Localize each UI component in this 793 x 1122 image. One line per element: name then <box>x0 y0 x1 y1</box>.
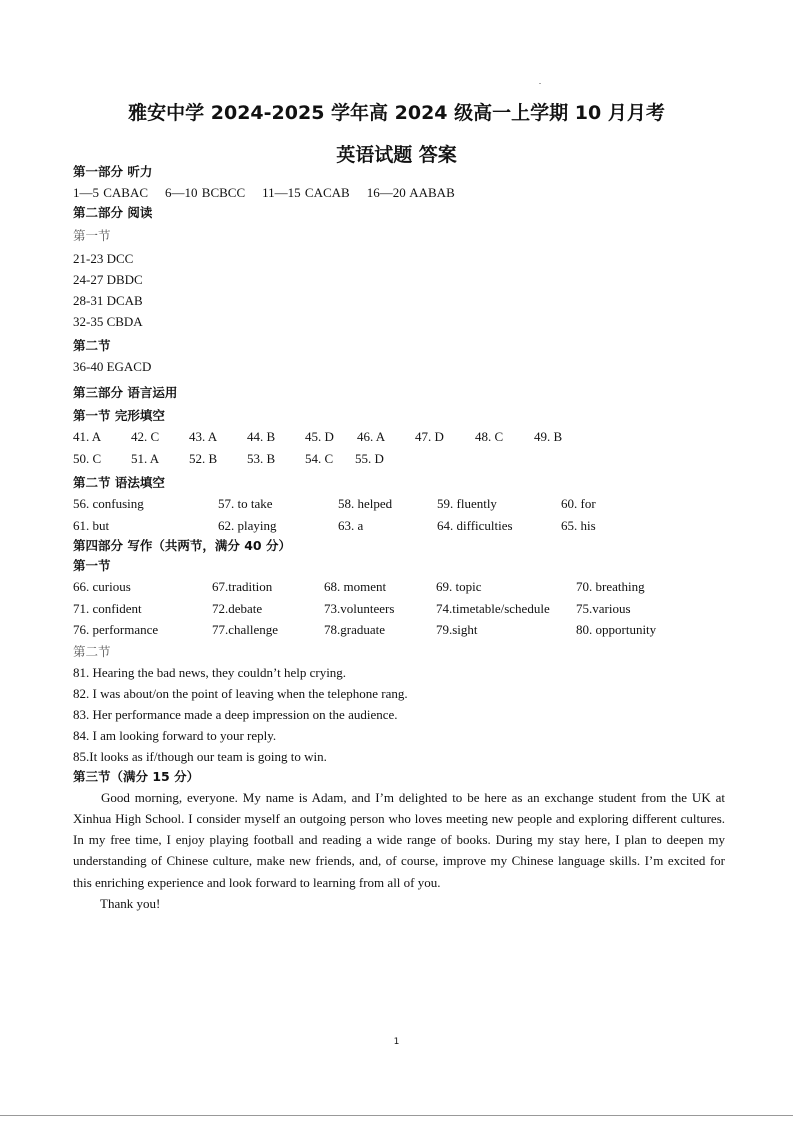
vocab-answer: 72.debate <box>212 600 263 616</box>
grammar-answer: 59. fluently <box>437 496 497 511</box>
part3-heading: 第三部分 语言运用 <box>73 385 178 400</box>
vocab-answer: 69. topic <box>436 579 482 594</box>
answer-line: 28-31 DCAB <box>73 293 143 308</box>
cloze-row <box>73 426 725 448</box>
cloze-answer: 46. A <box>357 429 386 444</box>
sentence-line: 84. I am looking forward to your reply. <box>73 727 277 743</box>
vocab-row <box>73 598 725 620</box>
cloze-answer: 50. C <box>73 450 102 466</box>
grammar-answer: 57. to take <box>218 496 273 511</box>
stray-dot: . <box>539 77 541 86</box>
cloze-answer: 51. A <box>131 450 160 466</box>
vocab-answer: 70. breathing <box>576 579 645 594</box>
answer-line: 24-27 DBDC <box>73 272 143 287</box>
vocab-answer: 68. moment <box>324 579 387 594</box>
sentence-line: 82. I was about/on the point of leaving when the telephone rang. <box>73 685 408 701</box>
part2-heading: 第二部分 阅读 <box>73 205 153 220</box>
vocab-answer: 76. performance <box>73 622 159 637</box>
vocab-answer: 74.timetable/schedule <box>436 600 550 616</box>
vocab-answer: 75.various <box>576 600 631 616</box>
part2-section1-heading: 第一节 <box>73 228 111 243</box>
cloze-answer: 44. B <box>247 429 276 444</box>
cloze-answer: 49. B <box>534 429 563 444</box>
vocab-row <box>73 619 725 641</box>
sentence-line: 83. Her performance made a deep impression on the audience. <box>73 706 398 722</box>
answer-content <box>73 162 725 914</box>
part3-section1-heading: 第一节 完形填空 <box>73 408 165 423</box>
vocab-answer: 77.challenge <box>212 622 279 637</box>
part4-section1-heading: 第一节 <box>73 558 111 573</box>
part3-section2-heading: 第二节 语法填空 <box>73 475 165 490</box>
page-title: 雅安中学 2024-2025 学年高 2024 级高一上学期 10 月月考 <box>128 102 665 124</box>
cloze-answer: 41. A <box>73 429 102 444</box>
grammar-answer: 64. difficulties <box>437 517 513 533</box>
sentence-line: 85.It looks as if/though our team is going to win. <box>73 748 327 764</box>
answer-line: 21-23 DCC <box>73 251 134 266</box>
grammar-answer: 61. but <box>73 517 110 533</box>
grammar-answer: 63. a <box>338 517 364 533</box>
grammar-row <box>73 515 725 537</box>
grammar-answer: 60. for <box>561 496 596 511</box>
bottom-divider <box>0 1115 793 1116</box>
vocab-answer: 73.volunteers <box>324 600 395 616</box>
part4-heading: 第四部分 写作（共两节，满分 40 分） <box>73 538 291 553</box>
cloze-answer: 48. C <box>475 429 504 444</box>
cloze-answer: 52. B <box>189 450 218 466</box>
sentence-line: 81. Hearing the bad news, they couldn’t help crying. <box>73 664 347 680</box>
answer-line: 32-35 CBDA <box>73 314 143 329</box>
cloze-row <box>73 448 725 470</box>
grammar-answer: 62. playing <box>218 517 277 533</box>
vocab-answer: 66. curious <box>73 579 131 594</box>
page-number: 1 <box>393 1037 400 1047</box>
vocab-answer: 71. confident <box>73 600 142 616</box>
part2-section2-heading: 第二节 <box>73 338 111 353</box>
cloze-answer: 54. C <box>305 450 334 466</box>
vocab-answer: 80. opportunity <box>576 622 657 637</box>
vocab-answer: 79.sight <box>436 622 478 637</box>
vocab-answer: 67.tradition <box>212 579 273 594</box>
answer-line: 36-40 EGACD <box>73 359 152 374</box>
part1-heading: 第一部分 听力 <box>73 164 153 179</box>
grammar-answer: 65. his <box>561 517 596 533</box>
essay-paragraph: Good morning, everyone. My name is Adam, and I’m delighted to be here as an exchange student from the UK at Xinhua High School. I consider myself an outgoing person who loves meeting new people and exploring different cultures. In my free time, I enjoy playing football and reading a wide range of books. During my stay here, I plan to deepen my understanding of Chinese culture, make new friends, and, of course, improve my Chinese language skills. I’m excited for this enriching experience and look forward to learning from all of you. <box>73 789 725 890</box>
grammar-row <box>73 493 725 515</box>
cloze-answer: 47. D <box>415 429 444 444</box>
cloze-answer: 43. A <box>189 429 218 444</box>
cloze-answer: 42. C <box>131 429 160 444</box>
page-subtitle: 英语试题 答案 <box>336 144 457 166</box>
cloze-answer: 55. D <box>355 450 384 466</box>
part1-answers: 1—5 CABAC 6—10 BCBCC 11—15 CACAB 16—20 AABAB <box>73 185 455 200</box>
cloze-answer: 53. B <box>247 450 276 466</box>
essay-closing: Thank you! <box>100 895 161 911</box>
part4-section2-heading: 第二节 <box>73 643 111 659</box>
grammar-answer: 58. helped <box>338 496 393 511</box>
grammar-answer: 56. confusing <box>73 496 144 511</box>
vocab-row <box>73 576 725 598</box>
part4-section3-heading: 第三节（满分 15 分） <box>73 768 200 784</box>
cloze-answer: 45. D <box>305 429 334 444</box>
vocab-answer: 78.graduate <box>324 622 386 637</box>
